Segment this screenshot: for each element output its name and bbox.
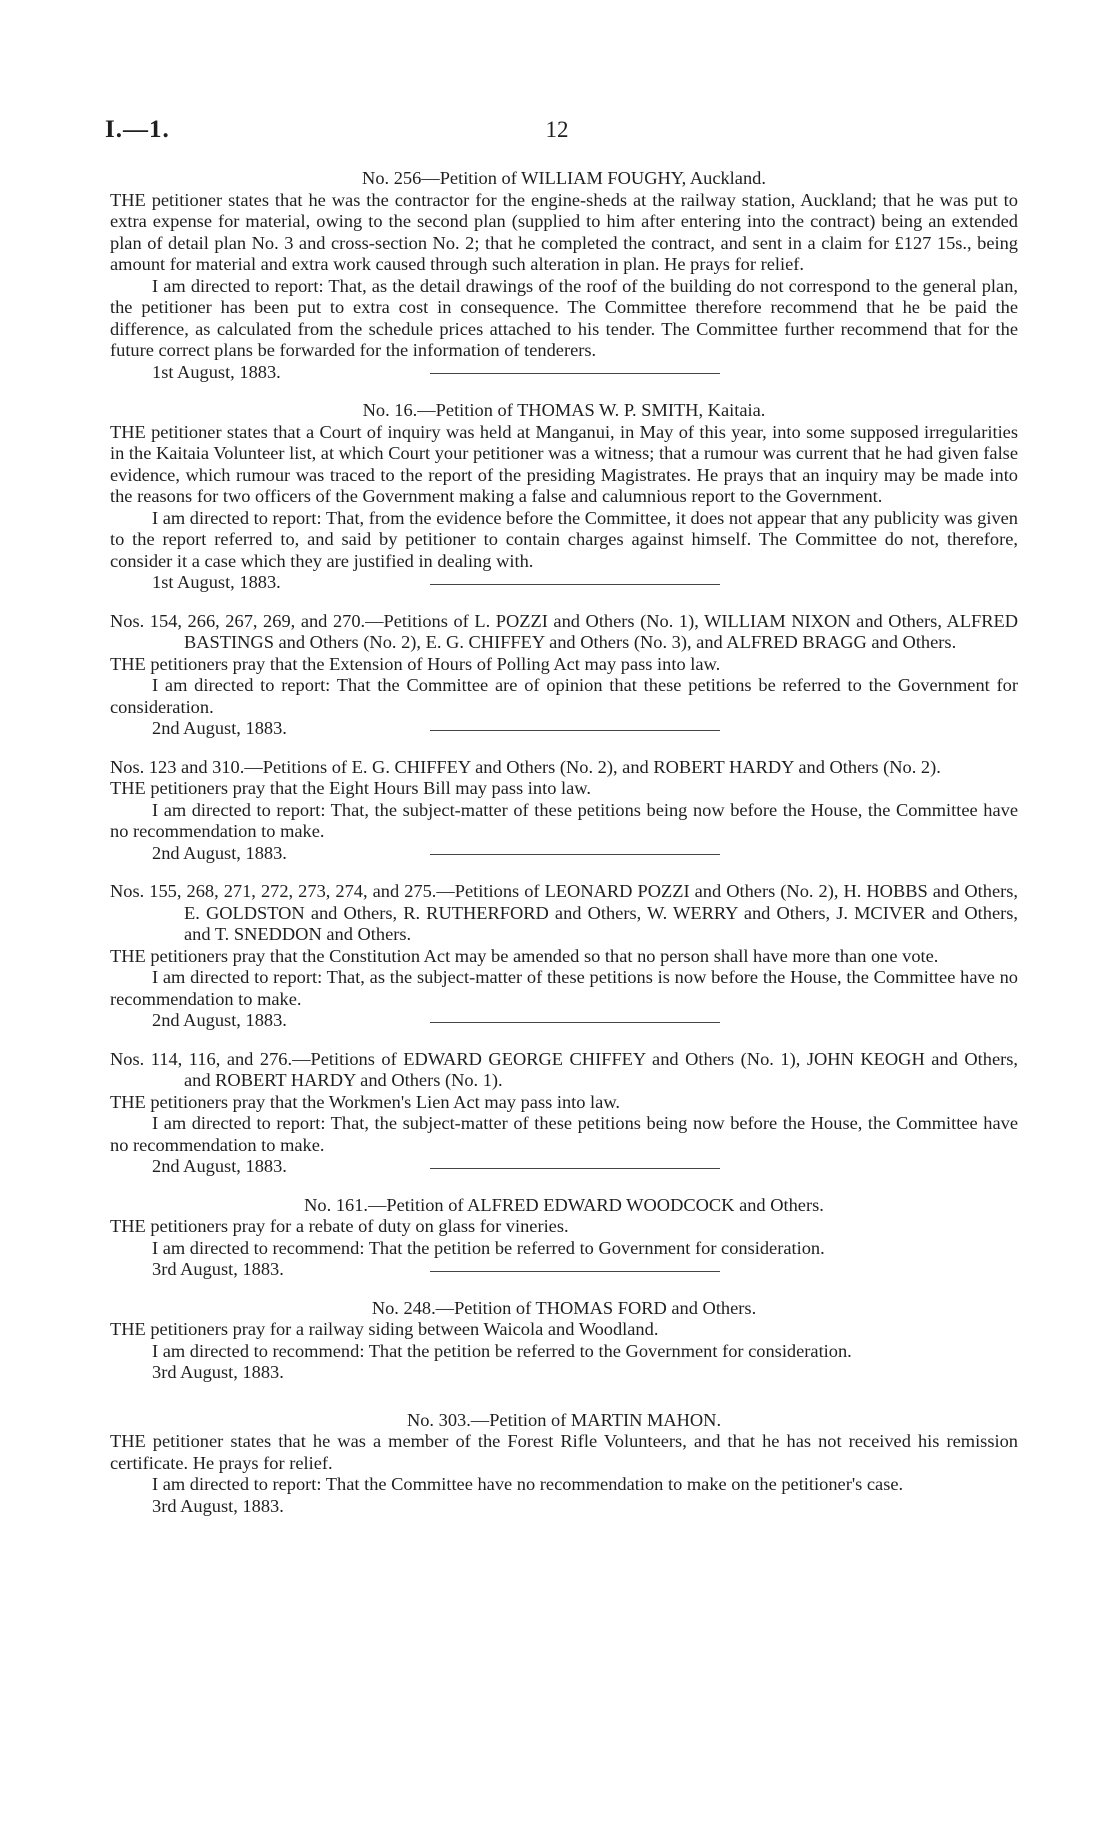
report-date: 3rd August, 1883. bbox=[152, 1259, 284, 1279]
report-date: 2nd August, 1883. bbox=[152, 1010, 287, 1030]
petition-248 bbox=[110, 1298, 1018, 1384]
petition-title: Nos. 154, 266, 267, 269, and 270.—Petitions of L. POZZI and Others (No. 1), WILLIAM NIXON and Others, ALFRED BASTINGS and Others (No. 2), E. G. CHIFFEY and Others (No. 3), and ALFRED BRAGG and Others. bbox=[110, 610, 1018, 652]
petition-161 bbox=[110, 1194, 1018, 1279]
report-date: 2nd August, 1883. bbox=[152, 842, 287, 863]
petition-title: Nos. 114, 116, and 276.—Petitions of EDWARD GEORGE CHIFFEY and Others (No. 1), JOHN KEOGH and Others, and ROBERT HARDY and Others (No. 1). bbox=[110, 1048, 1018, 1090]
petition-title: Nos. 155, 268, 271, 272, 273, 274, and 275.—Petitions of LEONARD POZZI and Others (No. 2), H. HOBBS and Others, E. GOLDSTON and Others, R. RUTHERFORD and Others, W. WERRY and Others, J. MCIVER and Others, and T. SNEDDON and Others. bbox=[110, 881, 1018, 944]
committee-report: I am directed to report: That the Committee have no recommendation to make on the petitioner's case. bbox=[152, 1474, 904, 1494]
committee-report: I am directed to recommend: That the petition be referred to Government for consideration. bbox=[152, 1237, 825, 1258]
petition-title: No. 256—Petition of WILLIAM FOUGHY, Auckland. bbox=[362, 168, 766, 188]
petition-title: No. 248.—Petition of THOMAS FORD and Others. bbox=[371, 1297, 757, 1318]
petitions-123-310 bbox=[110, 756, 1018, 863]
report-date: 2nd August, 1883. bbox=[152, 1156, 287, 1176]
petitions-114-276 bbox=[110, 1048, 1018, 1176]
petition-statement: THE petitioner states that a Court of inquiry was held at Manganui, in May of this year, into some supposed irregularities in the Kaitaia Volunteer list, at which Court your petitioner was a witness; that a rumour was current that he had given false evidence, which rumour was traced to the report of the presiding Magistrates. He prays that an inquiry may be made into the reasons for two officers of the Government making a false and calumnious report to the Government. bbox=[110, 421, 1018, 506]
committee-report: I am directed to report: That the Committee are of opinion that these petitions be referred to the Government for consideration. bbox=[110, 675, 1018, 717]
petition-16 bbox=[110, 400, 1018, 592]
committee-report: I am directed to report: That, the subject-matter of these petitions being now before the House, the Committee have no recommendation to make. bbox=[110, 799, 1018, 841]
report-date: 1st August, 1883. bbox=[152, 572, 281, 592]
petition-303 bbox=[110, 1410, 1018, 1518]
petition-title: Nos. 123 and 310.—Petitions of E. G. CHIFFEY and Others (No. 2), and ROBERT HARDY and Others (No. 2). bbox=[110, 756, 941, 777]
report-date: 1st August, 1883. bbox=[152, 361, 281, 382]
petition-statement: THE petitioners pray that the Constitution Act may be amended so that no person shall have more than one vote. bbox=[110, 945, 939, 966]
petition-title: No. 161.—Petition of ALFRED EDWARD WOODCOCK and Others. bbox=[304, 1194, 824, 1215]
petition-statement: THE petitioners pray for a railway siding between Waicola and Woodland. bbox=[110, 1319, 659, 1339]
section-reference: I.—1. bbox=[105, 116, 170, 143]
page-number: 12 bbox=[545, 117, 569, 142]
report-date: 3rd August, 1883. bbox=[152, 1495, 284, 1516]
petition-title: No. 303.—Petition of MARTIN MAHON. bbox=[406, 1409, 722, 1430]
petition-statement: THE petitioners pray that the Eight Hours Bill may pass into law. bbox=[110, 778, 591, 798]
petitions-155-275 bbox=[110, 881, 1018, 1030]
report-date: 3rd August, 1883. bbox=[152, 1362, 284, 1382]
petition-statement: THE petitioners pray that the Workmen's Lien Act may pass into law. bbox=[110, 1091, 621, 1112]
committee-report: I am directed to report: That, the subject-matter of these petitions being now before the House, the Committee have no recommendation to make. bbox=[110, 1113, 1018, 1155]
petition-statement: THE petitioners pray that the Extension of Hours of Polling Act may pass into law. bbox=[110, 653, 721, 674]
petition-statement: THE petitioners pray for a rebate of duty on glass for vineries. bbox=[110, 1216, 569, 1236]
committee-report: I am directed to recommend: That the petition be referred to the Government for consideration. bbox=[152, 1340, 852, 1361]
committee-report: I am directed to report: That, as the subject-matter of these petitions is now before the House, the Committee have no recommendation to make. bbox=[110, 967, 1018, 1009]
report-date: 2nd August, 1883. bbox=[152, 718, 287, 738]
committee-report: I am directed to report: That, from the evidence before the Committee, it does not appear that any publicity was given to the report referred to, and said by petitioner to contain charges against himself. The Committee do not, therefore, consider it a case which they are justified in dealing with. bbox=[110, 507, 1018, 571]
petitions-154-270 bbox=[110, 610, 1018, 738]
petitions-body bbox=[110, 168, 1018, 1517]
petition-256 bbox=[110, 168, 1018, 382]
petition-title: No. 16.—Petition of THOMAS W. P. SMITH, Kaitaia. bbox=[362, 400, 766, 420]
petition-statement: THE petitioner states that he was a member of the Forest Rifle Volunteers, and that he has not received his remission certificate. He prays for relief. bbox=[110, 1431, 1018, 1473]
petition-statement: THE petitioner states that he was the contractor for the engine-sheds at the railway station, Auckland; that he was put to extra expense for material, owing to the second plan (supplied to him after entering into the contract) being an extended plan of detail plan No. 3 and cross-section No. 2; that he completed the contract, and sent in a claim for £127 15s., being amount for material and extra work caused through such alteration in plan. He prays for relief. bbox=[110, 189, 1018, 274]
committee-report: I am directed to report: That, as the detail drawings of the roof of the building do not correspond to the general plan, the petitioner has been put to extra cost in consequence. The Committee therefore recommend that he be paid the difference, as calculated from the schedule prices attached to his tender. The Committee further recommend that for the future correct plans be forwarded for the information of tenderers. bbox=[110, 275, 1018, 360]
